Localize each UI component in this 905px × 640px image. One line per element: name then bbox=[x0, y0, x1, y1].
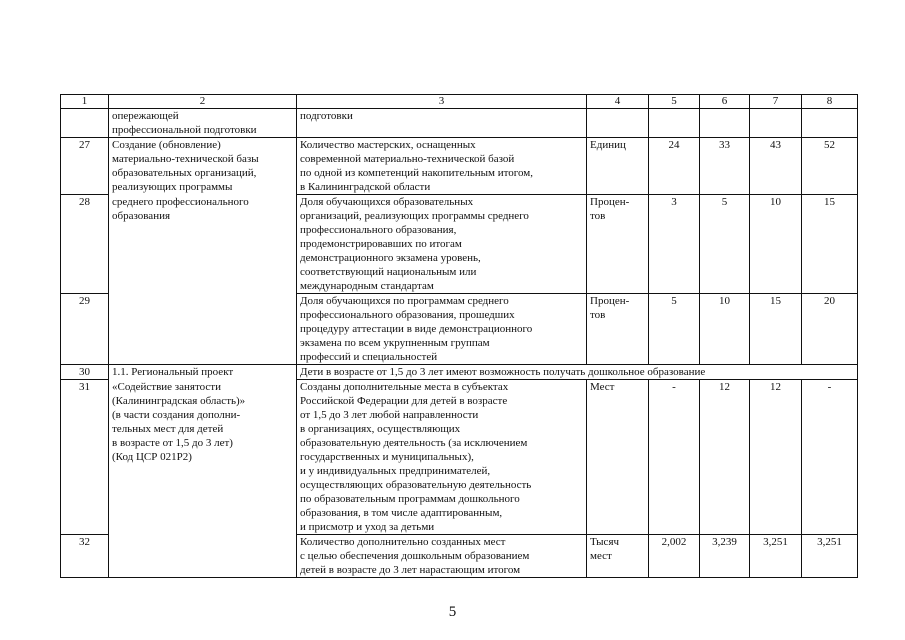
indicator-cell: Созданы дополнительные места в субъектах Российской Федерации для детей в возрасте от 1,5 до 3 лет любой направленности в организациях, осуществляющих образовательную деятельность (за исключением государственных и муниципальных), и у индивидуальных предпринимателей, осуществляющих образовательную деятельность по образовательным программам дошкольного образования, в том числе адаптированным, и присмотр и уход за детьми bbox=[297, 380, 587, 535]
value-cell: 20 bbox=[802, 294, 858, 365]
indicator-cell: Доля обучающихся по программам среднего профессионального образования, прошедших процедуру аттестации в виде демонстрационного экзамена по всем укрупненным группам профессий и специальностей bbox=[297, 294, 587, 365]
table-row bbox=[61, 535, 858, 578]
indicator-table bbox=[60, 94, 858, 578]
header-cell: 4 bbox=[587, 95, 649, 109]
value-cell: 10 bbox=[700, 294, 750, 365]
value-cell: 33 bbox=[700, 138, 750, 195]
header-cell: 7 bbox=[750, 95, 802, 109]
goal-cell: Создание (обновление) материально-технической базы образовательных организаций, реализующих программы bbox=[109, 138, 297, 195]
row-number-cell: 28 bbox=[61, 195, 109, 294]
value-cell: 12 bbox=[750, 380, 802, 535]
project-title-cell: 1.1. Региональный проект bbox=[109, 365, 297, 380]
indicator-cell: Количество дополнительно созданных мест с целью обеспечения дошкольным образованием детей в возрасте до 3 лет нарастающим итогом bbox=[297, 535, 587, 578]
value-cell: - bbox=[802, 380, 858, 535]
row-number-cell: 30 bbox=[61, 365, 109, 380]
value-cell: 43 bbox=[750, 138, 802, 195]
goal-cell: опережающей профессиональной подготовки bbox=[109, 109, 297, 138]
table-row bbox=[61, 380, 858, 535]
table-row bbox=[61, 365, 858, 380]
goal-cell: среднего профессионального образования bbox=[109, 195, 297, 294]
row-number-cell: 27 bbox=[61, 138, 109, 195]
value-cell: 12 bbox=[700, 380, 750, 535]
row-number-cell: 32 bbox=[61, 535, 109, 578]
row-number-cell: 29 bbox=[61, 294, 109, 365]
value-cell: 15 bbox=[750, 294, 802, 365]
row-number-cell bbox=[61, 109, 109, 138]
value-cell: 3,251 bbox=[750, 535, 802, 578]
value-cell: 2,002 bbox=[649, 535, 700, 578]
table-row bbox=[61, 195, 858, 294]
indicator-cell: Количество мастерских, оснащенных современной материально-технической базой по одной из компетенций накопительным итогом, в Калининградской области bbox=[297, 138, 587, 195]
value-cell: - bbox=[649, 380, 700, 535]
unit-cell: Единиц bbox=[587, 138, 649, 195]
header-cell: 8 bbox=[802, 95, 858, 109]
unit-cell bbox=[587, 109, 649, 138]
header-cell: 5 bbox=[649, 95, 700, 109]
unit-cell: Процен- тов bbox=[587, 294, 649, 365]
header-cell: 2 bbox=[109, 95, 297, 109]
header-row bbox=[61, 95, 858, 109]
unit-cell: Мест bbox=[587, 380, 649, 535]
unit-cell: Тысяч мест bbox=[587, 535, 649, 578]
value-cell: 3,239 bbox=[700, 535, 750, 578]
table-row bbox=[61, 294, 858, 365]
unit-cell: Процен- тов bbox=[587, 195, 649, 294]
page-number: 5 bbox=[448, 604, 457, 620]
value-cell: 3,251 bbox=[802, 535, 858, 578]
row-number-cell: 31 bbox=[61, 380, 109, 535]
header-cell: 1 bbox=[61, 95, 109, 109]
header-cell: 3 bbox=[297, 95, 587, 109]
value-cell: 15 bbox=[802, 195, 858, 294]
project-title-cell: «Содействие занятости (Калининградская область)» (в части создания дополни- тельных мест для детей в возрасте от 1,5 до 3 лет) (Код ЦСР 021Р2) bbox=[109, 380, 297, 535]
header-cell: 6 bbox=[700, 95, 750, 109]
table-row bbox=[61, 138, 858, 195]
indicator-cell: подготовки bbox=[297, 109, 587, 138]
indicator-cell: Доля обучающихся образовательных организаций, реализующих программы среднего профессионального образования, продемонстрировавших по итогам демонстрационного экзамена уровень, соответствующий национальным или международным стандартам bbox=[297, 195, 587, 294]
value-cell: 5 bbox=[649, 294, 700, 365]
value-cell: 3 bbox=[649, 195, 700, 294]
value-cell: 24 bbox=[649, 138, 700, 195]
goal-text-cell: Дети в возрасте от 1,5 до 3 лет имеют возможность получать дошкольное образование bbox=[297, 365, 858, 380]
value-cell: 52 bbox=[802, 138, 858, 195]
project-title-cell bbox=[109, 535, 297, 578]
value-cell: 5 bbox=[700, 195, 750, 294]
goal-cell bbox=[109, 294, 297, 365]
continuation-row bbox=[61, 109, 858, 138]
value-cell: 10 bbox=[750, 195, 802, 294]
